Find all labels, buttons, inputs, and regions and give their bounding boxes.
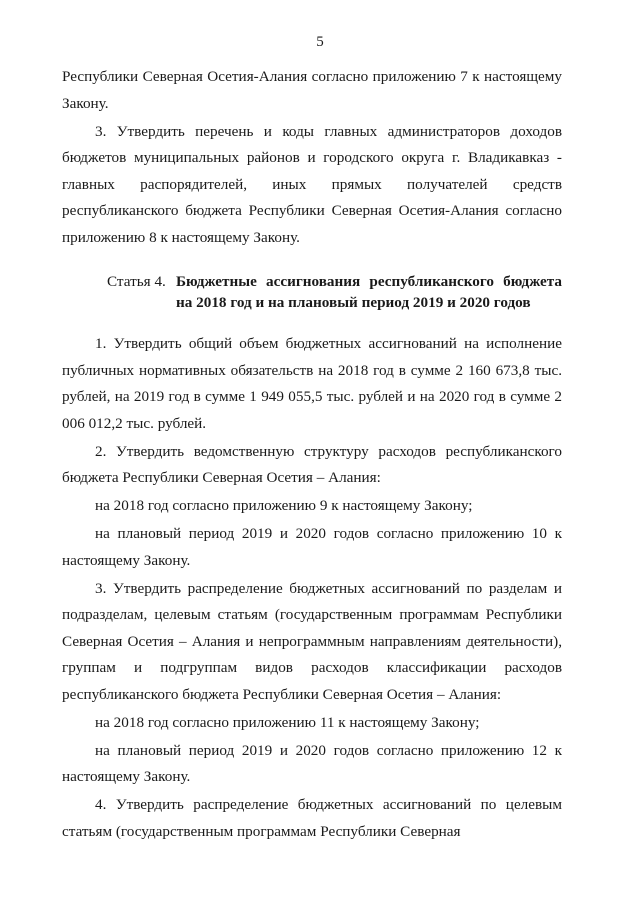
paragraph-item-3b: 3. Утвердить распределение бюджетных ассигнований по разделам и подразделам, целевым статьям (государственным программам Республики Северная Осетия – Алания и непрограммным направлениям деятельности), группам и подгруппам видов расходов классификации расходов республиканского бюджета Республики Северная Осетия – Алания: [62, 579, 562, 703]
article-title: Бюджетные ассигнования республиканского бюджета на 2018 год и на плановый период 2019 и 2020 годов [176, 273, 562, 311]
paragraph-continuation: Республики Северная Осетия-Алания согласно приложению 7 к настоящему Закону. [62, 68, 562, 112]
article-heading [62, 271, 562, 313]
paragraph-item-1: 1. Утвердить общий объем бюджетных ассигнований на исполнение публичных нормативных обязательств на 2018 год в сумме 2 160 673,8 тыс. рублей, на 2019 год в сумме 1 949 055,5 тыс. рублей и на 2020 год в сумме 2 006 012,2 тыс. рублей. [62, 335, 562, 432]
paragraph-item-4: 4. Утвердить распределение бюджетных ассигнований по целевым статьям (государственным программам Республики Северная [62, 796, 562, 840]
document-body [62, 64, 562, 845]
paragraph-subitem: на 2018 год согласно приложению 11 к настоящему Закону; [95, 713, 480, 731]
paragraph-subitem: на плановый период 2019 и 2020 годов согласно приложению 12 к настоящему Закону. [62, 741, 562, 785]
paragraph-subitem: на плановый период 2019 и 2020 годов согласно приложению 10 к настоящему Закону. [62, 525, 562, 569]
paragraph-item-3: 3. Утвердить перечень и коды главных администраторов доходов бюджетов муниципальных районов и городского округа г. Владикавказ - главных распорядителей, иных прямых получателей средств республиканского бюджета Республики Северная Осетия-Алания согласно приложению 8 к настоящему Закону. [62, 122, 562, 246]
paragraph-item-2: 2. Утвердить ведомственную структуру расходов республиканского бюджета Республики Северная Осетия – Алания: [62, 442, 562, 486]
paragraph-subitem: на 2018 год согласно приложению 9 к настоящему Закону; [95, 497, 473, 514]
article-label: Статья 4. [107, 273, 166, 290]
page-number: 5 [316, 34, 324, 50]
